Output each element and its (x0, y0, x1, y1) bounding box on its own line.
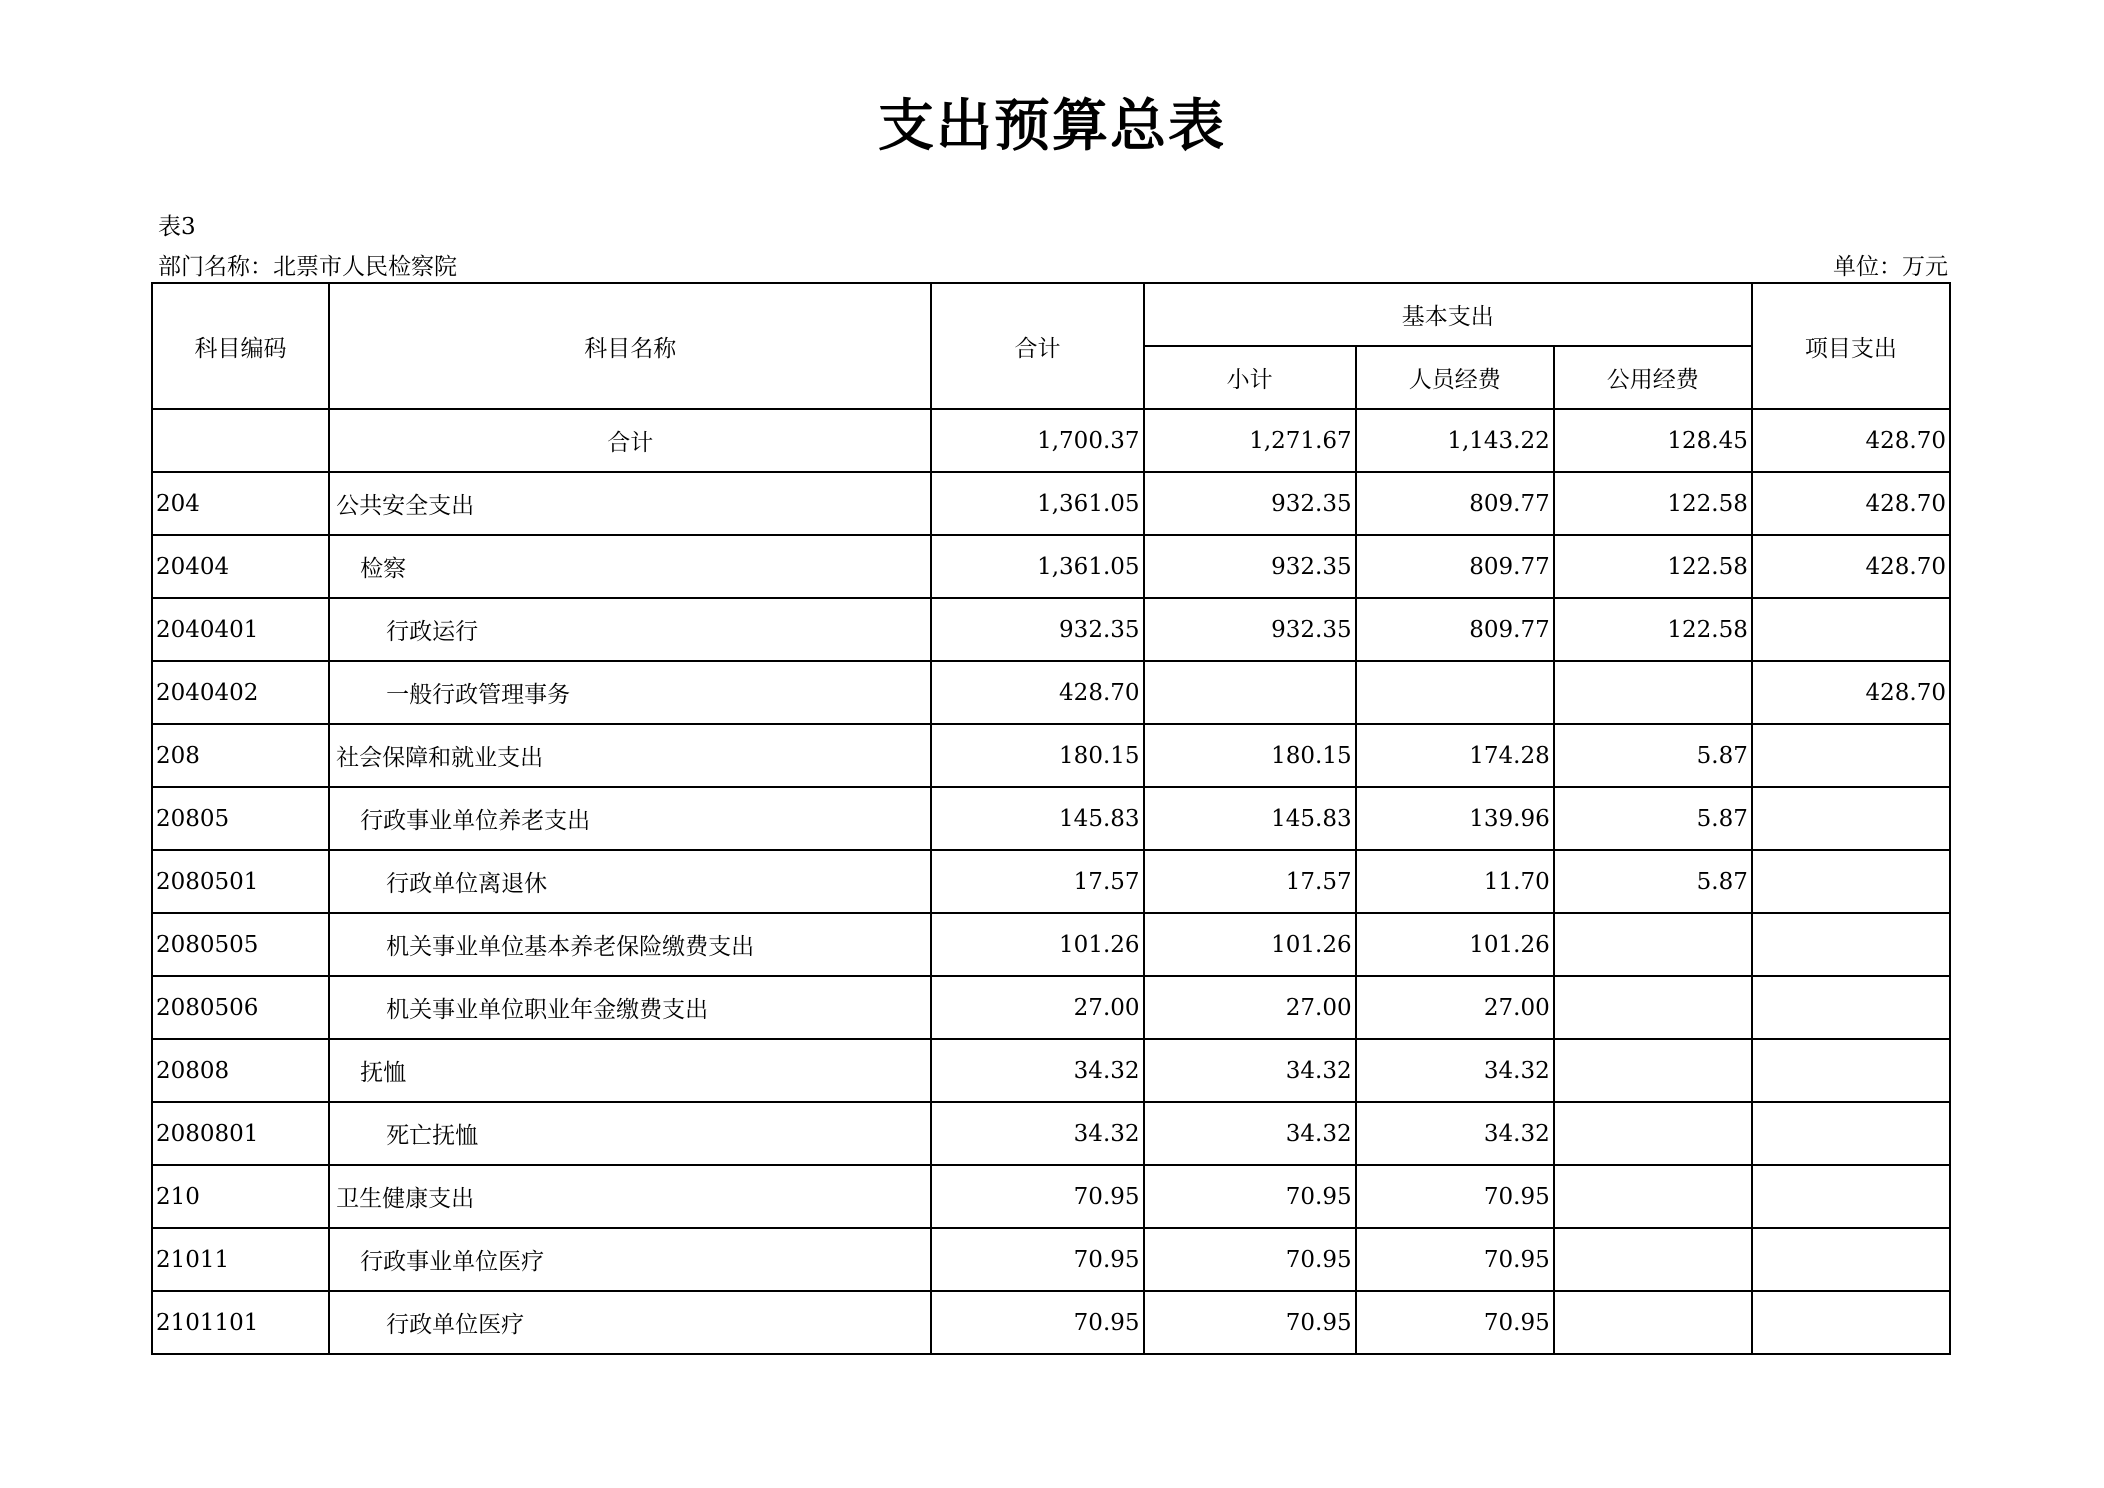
cell-code: 210 (152, 1165, 329, 1228)
cell-code (152, 409, 329, 472)
table-row (152, 976, 1950, 1039)
cell-name: 行政单位离退休 (329, 850, 931, 913)
cell-subtotal: 932.35 (1144, 472, 1356, 535)
table-row (152, 535, 1950, 598)
cell-personnel: 11.70 (1356, 850, 1554, 913)
cell-subtotal: 180.15 (1144, 724, 1356, 787)
cell-personnel: 70.95 (1356, 1228, 1554, 1291)
cell-code: 21011 (152, 1228, 329, 1291)
table-row (152, 913, 1950, 976)
cell-code: 2080501 (152, 850, 329, 913)
cell-name: 抚恤 (329, 1039, 931, 1102)
header-subtotal: 小计 (1144, 346, 1356, 409)
table-row (152, 787, 1950, 850)
cell-code: 20404 (152, 535, 329, 598)
table-row (152, 409, 1950, 472)
cell-project (1752, 1039, 1950, 1102)
cell-personnel: 70.95 (1356, 1165, 1554, 1228)
cell-code: 208 (152, 724, 329, 787)
cell-public (1554, 1039, 1752, 1102)
department-label: 部门名称：北票市人民检察院 (158, 254, 457, 280)
cell-project (1752, 1228, 1950, 1291)
cell-name: 行政事业单位养老支出 (329, 787, 931, 850)
header-public: 公用经费 (1554, 346, 1752, 409)
cell-name: 机关事业单位基本养老保险缴费支出 (329, 913, 931, 976)
cell-name: 行政运行 (329, 598, 931, 661)
cell-subtotal: 70.95 (1144, 1165, 1356, 1228)
cell-project (1752, 787, 1950, 850)
header-total: 合计 (931, 283, 1143, 409)
cell-project (1752, 976, 1950, 1039)
table-row (152, 661, 1950, 724)
cell-total: 34.32 (931, 1039, 1143, 1102)
cell-subtotal: 70.95 (1144, 1228, 1356, 1291)
cell-subtotal: 1,271.67 (1144, 409, 1356, 472)
cell-total: 145.83 (931, 787, 1143, 850)
header-name: 科目名称 (329, 283, 931, 409)
header-project: 项目支出 (1752, 283, 1950, 409)
cell-name: 公共安全支出 (329, 472, 931, 535)
cell-public (1554, 1291, 1752, 1354)
cell-name: 社会保障和就业支出 (329, 724, 931, 787)
cell-name: 卫生健康支出 (329, 1165, 931, 1228)
cell-total: 34.32 (931, 1102, 1143, 1165)
cell-project: 428.70 (1752, 535, 1950, 598)
cell-public: 128.45 (1554, 409, 1752, 472)
cell-subtotal: 145.83 (1144, 787, 1356, 850)
cell-public: 122.58 (1554, 472, 1752, 535)
cell-public: 122.58 (1554, 535, 1752, 598)
cell-name: 检察 (329, 535, 931, 598)
cell-name: 行政单位医疗 (329, 1291, 931, 1354)
cell-personnel: 139.96 (1356, 787, 1554, 850)
cell-personnel: 34.32 (1356, 1102, 1554, 1165)
cell-total: 17.57 (931, 850, 1143, 913)
table-body (152, 409, 1950, 1354)
cell-personnel: 70.95 (1356, 1291, 1554, 1354)
budget-table (151, 282, 1951, 1355)
cell-project (1752, 850, 1950, 913)
cell-personnel: 101.26 (1356, 913, 1554, 976)
cell-code: 204 (152, 472, 329, 535)
cell-code: 20805 (152, 787, 329, 850)
cell-public (1554, 1102, 1752, 1165)
cell-project (1752, 724, 1950, 787)
cell-subtotal: 932.35 (1144, 535, 1356, 598)
cell-personnel: 174.28 (1356, 724, 1554, 787)
cell-public (1554, 661, 1752, 724)
cell-public (1554, 976, 1752, 1039)
cell-personnel: 809.77 (1356, 598, 1554, 661)
cell-total: 1,700.37 (931, 409, 1143, 472)
cell-total: 428.70 (931, 661, 1143, 724)
cell-subtotal: 27.00 (1144, 976, 1356, 1039)
cell-name: 死亡抚恤 (329, 1102, 931, 1165)
table-header (152, 283, 1950, 409)
header-basic: 基本支出 (1144, 283, 1752, 346)
cell-public: 5.87 (1554, 787, 1752, 850)
cell-public (1554, 913, 1752, 976)
cell-total: 1,361.05 (931, 472, 1143, 535)
cell-name: 合计 (329, 409, 931, 472)
header-personnel: 人员经费 (1356, 346, 1554, 409)
cell-project: 428.70 (1752, 472, 1950, 535)
table-row (152, 598, 1950, 661)
header-code: 科目编码 (152, 283, 329, 409)
cell-project: 428.70 (1752, 409, 1950, 472)
cell-personnel: 1,143.22 (1356, 409, 1554, 472)
cell-public: 5.87 (1554, 850, 1752, 913)
cell-personnel: 809.77 (1356, 472, 1554, 535)
page-title: 支出预算总表 (878, 94, 1226, 159)
cell-code: 2040401 (152, 598, 329, 661)
cell-code: 2040402 (152, 661, 329, 724)
cell-total: 70.95 (931, 1165, 1143, 1228)
cell-project (1752, 1165, 1950, 1228)
cell-project (1752, 1291, 1950, 1354)
cell-subtotal (1144, 661, 1356, 724)
cell-code: 2101101 (152, 1291, 329, 1354)
table-row (152, 472, 1950, 535)
table-number: 表3 (158, 214, 196, 240)
cell-code: 20808 (152, 1039, 329, 1102)
table-row (152, 1102, 1950, 1165)
unit-label: 单位：万元 (1833, 254, 1948, 280)
cell-public: 5.87 (1554, 724, 1752, 787)
table-row (152, 1228, 1950, 1291)
cell-public: 122.58 (1554, 598, 1752, 661)
cell-total: 1,361.05 (931, 535, 1143, 598)
cell-subtotal: 101.26 (1144, 913, 1356, 976)
cell-name: 一般行政管理事务 (329, 661, 931, 724)
cell-code: 2080801 (152, 1102, 329, 1165)
cell-name: 行政事业单位医疗 (329, 1228, 931, 1291)
cell-name: 机关事业单位职业年金缴费支出 (329, 976, 931, 1039)
table-row (152, 850, 1950, 913)
cell-total: 932.35 (931, 598, 1143, 661)
cell-total: 70.95 (931, 1291, 1143, 1354)
cell-project: 428.70 (1752, 661, 1950, 724)
cell-personnel: 27.00 (1356, 976, 1554, 1039)
cell-personnel: 34.32 (1356, 1039, 1554, 1102)
cell-total: 180.15 (931, 724, 1143, 787)
cell-total: 101.26 (931, 913, 1143, 976)
cell-subtotal: 34.32 (1144, 1102, 1356, 1165)
cell-subtotal: 932.35 (1144, 598, 1356, 661)
table-row (152, 1291, 1950, 1354)
cell-project (1752, 913, 1950, 976)
table-row (152, 724, 1950, 787)
cell-subtotal: 70.95 (1144, 1291, 1356, 1354)
cell-subtotal: 17.57 (1144, 850, 1356, 913)
cell-public (1554, 1228, 1752, 1291)
cell-code: 2080506 (152, 976, 329, 1039)
cell-total: 27.00 (931, 976, 1143, 1039)
cell-subtotal: 34.32 (1144, 1039, 1356, 1102)
cell-project (1752, 1102, 1950, 1165)
cell-personnel (1356, 661, 1554, 724)
cell-personnel: 809.77 (1356, 535, 1554, 598)
table-row (152, 1165, 1950, 1228)
table-row (152, 1039, 1950, 1102)
cell-code: 2080505 (152, 913, 329, 976)
cell-project (1752, 598, 1950, 661)
cell-total: 70.95 (931, 1228, 1143, 1291)
cell-public (1554, 1165, 1752, 1228)
